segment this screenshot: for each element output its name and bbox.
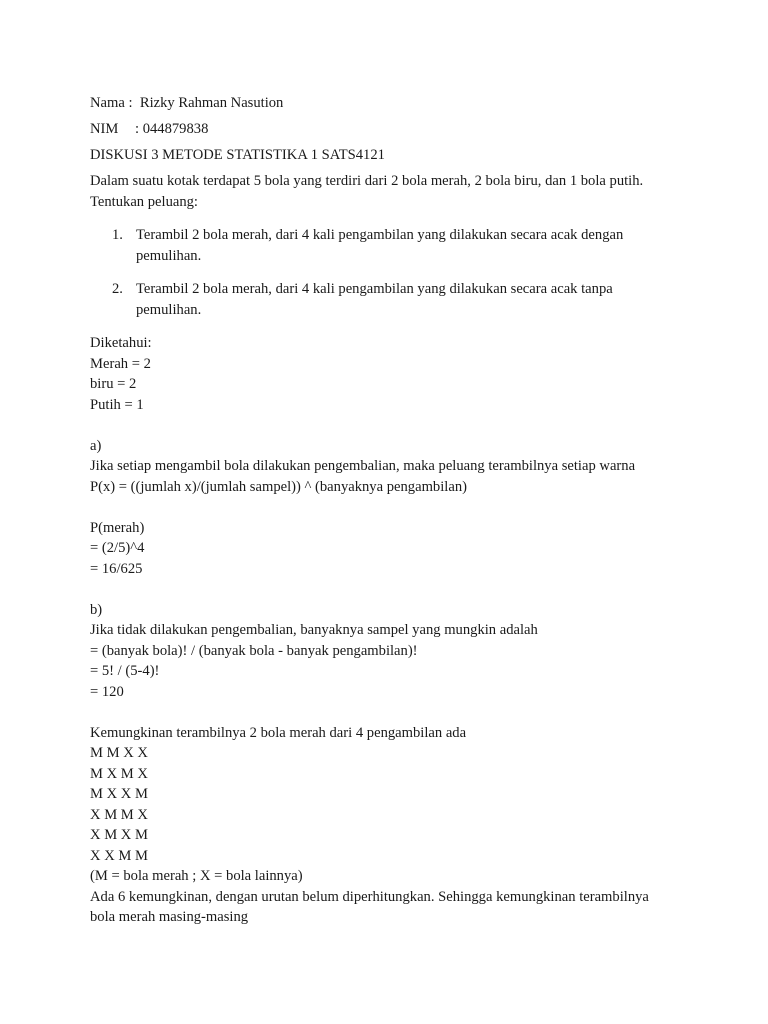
document-page bbox=[90, 93, 690, 928]
document-title: DISKUSI 3 METODE STATISTIKA 1 SATS4121 bbox=[90, 147, 385, 163]
combination-item: M X M X bbox=[90, 765, 148, 782]
question-line: pemulihan. bbox=[136, 247, 202, 264]
part-a-calc: = 16/625 bbox=[90, 560, 143, 577]
known-label: Diketahui: bbox=[90, 335, 152, 351]
closing-line: bola merah masing-masing bbox=[90, 909, 249, 925]
combination-legend: (M = bola merah ; X = bola lainnya) bbox=[90, 868, 303, 884]
known-item: biru = 2 bbox=[90, 376, 137, 392]
name-value: Rizky Rahman Nasution bbox=[139, 95, 284, 111]
nim-line bbox=[90, 119, 690, 140]
combinations-intro: Kemungkinan terambilnya 2 bola merah dari 4 pengambilan ada bbox=[90, 724, 467, 741]
question-line: Terambil 2 bola merah, dari 4 kali pengambilan yang dilakukan secara acak dengan bbox=[136, 227, 624, 243]
part-b-line: = 120 bbox=[90, 683, 124, 700]
question-list bbox=[90, 225, 690, 320]
known-section bbox=[90, 333, 690, 415]
part-a-line: Jika setiap mengambil bola dilakukan pengembalian, maka peluang terambilnya setiap warna bbox=[90, 458, 636, 474]
spacer bbox=[90, 702, 690, 723]
combination-item: X M M X bbox=[90, 806, 148, 823]
nim-label: NIM bbox=[90, 121, 119, 137]
name-line bbox=[90, 93, 690, 114]
combination-item: M X X M bbox=[90, 786, 148, 802]
nim-value: : 044879838 bbox=[135, 121, 209, 137]
part-a-calc: P(merah) bbox=[90, 519, 145, 536]
part-b-label: b) bbox=[90, 601, 103, 618]
combination-item: X X M M bbox=[90, 847, 148, 864]
part-a-label: a) bbox=[90, 437, 102, 454]
intro-line-1: Dalam suatu kotak terdapat 5 bola yang terdiri dari 2 bola merah, 2 bola biru, dan 1 bola putih. bbox=[90, 173, 644, 189]
question-number: 1. bbox=[112, 227, 123, 243]
part-a-section bbox=[90, 436, 690, 580]
part-b-section bbox=[90, 600, 690, 928]
spacer bbox=[90, 415, 690, 436]
part-a-calc: = (2/5)^4 bbox=[90, 540, 145, 556]
question-item-2 bbox=[90, 279, 690, 320]
name-label: Nama : bbox=[90, 95, 133, 111]
part-b-line: Jika tidak dilakukan pengembalian, banyaknya sampel yang mungkin adalah bbox=[90, 622, 538, 638]
intro-paragraph bbox=[90, 171, 690, 212]
combination-item: M M X X bbox=[90, 745, 148, 761]
question-line: pemulihan. bbox=[136, 301, 202, 318]
known-item: Putih = 1 bbox=[90, 396, 144, 413]
question-item-1 bbox=[90, 225, 690, 266]
known-item: Merah = 2 bbox=[90, 355, 151, 372]
intro-line-2: Tentukan peluang: bbox=[90, 193, 198, 210]
spacer bbox=[90, 497, 690, 518]
part-a-line: P(x) = ((jumlah x)/(jumlah sampel)) ^ (banyaknya pengambilan) bbox=[90, 478, 467, 495]
question-line: Terambil 2 bola merah, dari 4 kali pengambilan yang dilakukan secara acak tanpa bbox=[136, 281, 613, 297]
closing-line: Ada 6 kemungkinan, dengan urutan belum diperhitungkan. Sehingga kemungkinan terambilnya bbox=[90, 888, 649, 905]
spacer bbox=[90, 579, 690, 600]
part-b-line: = (banyak bola)! / (banyak bola - banyak pengambilan)! bbox=[90, 642, 418, 659]
part-b-line: = 5! / (5-4)! bbox=[90, 663, 160, 679]
question-number: 2. bbox=[112, 281, 123, 297]
combination-item: X M X M bbox=[90, 827, 148, 843]
